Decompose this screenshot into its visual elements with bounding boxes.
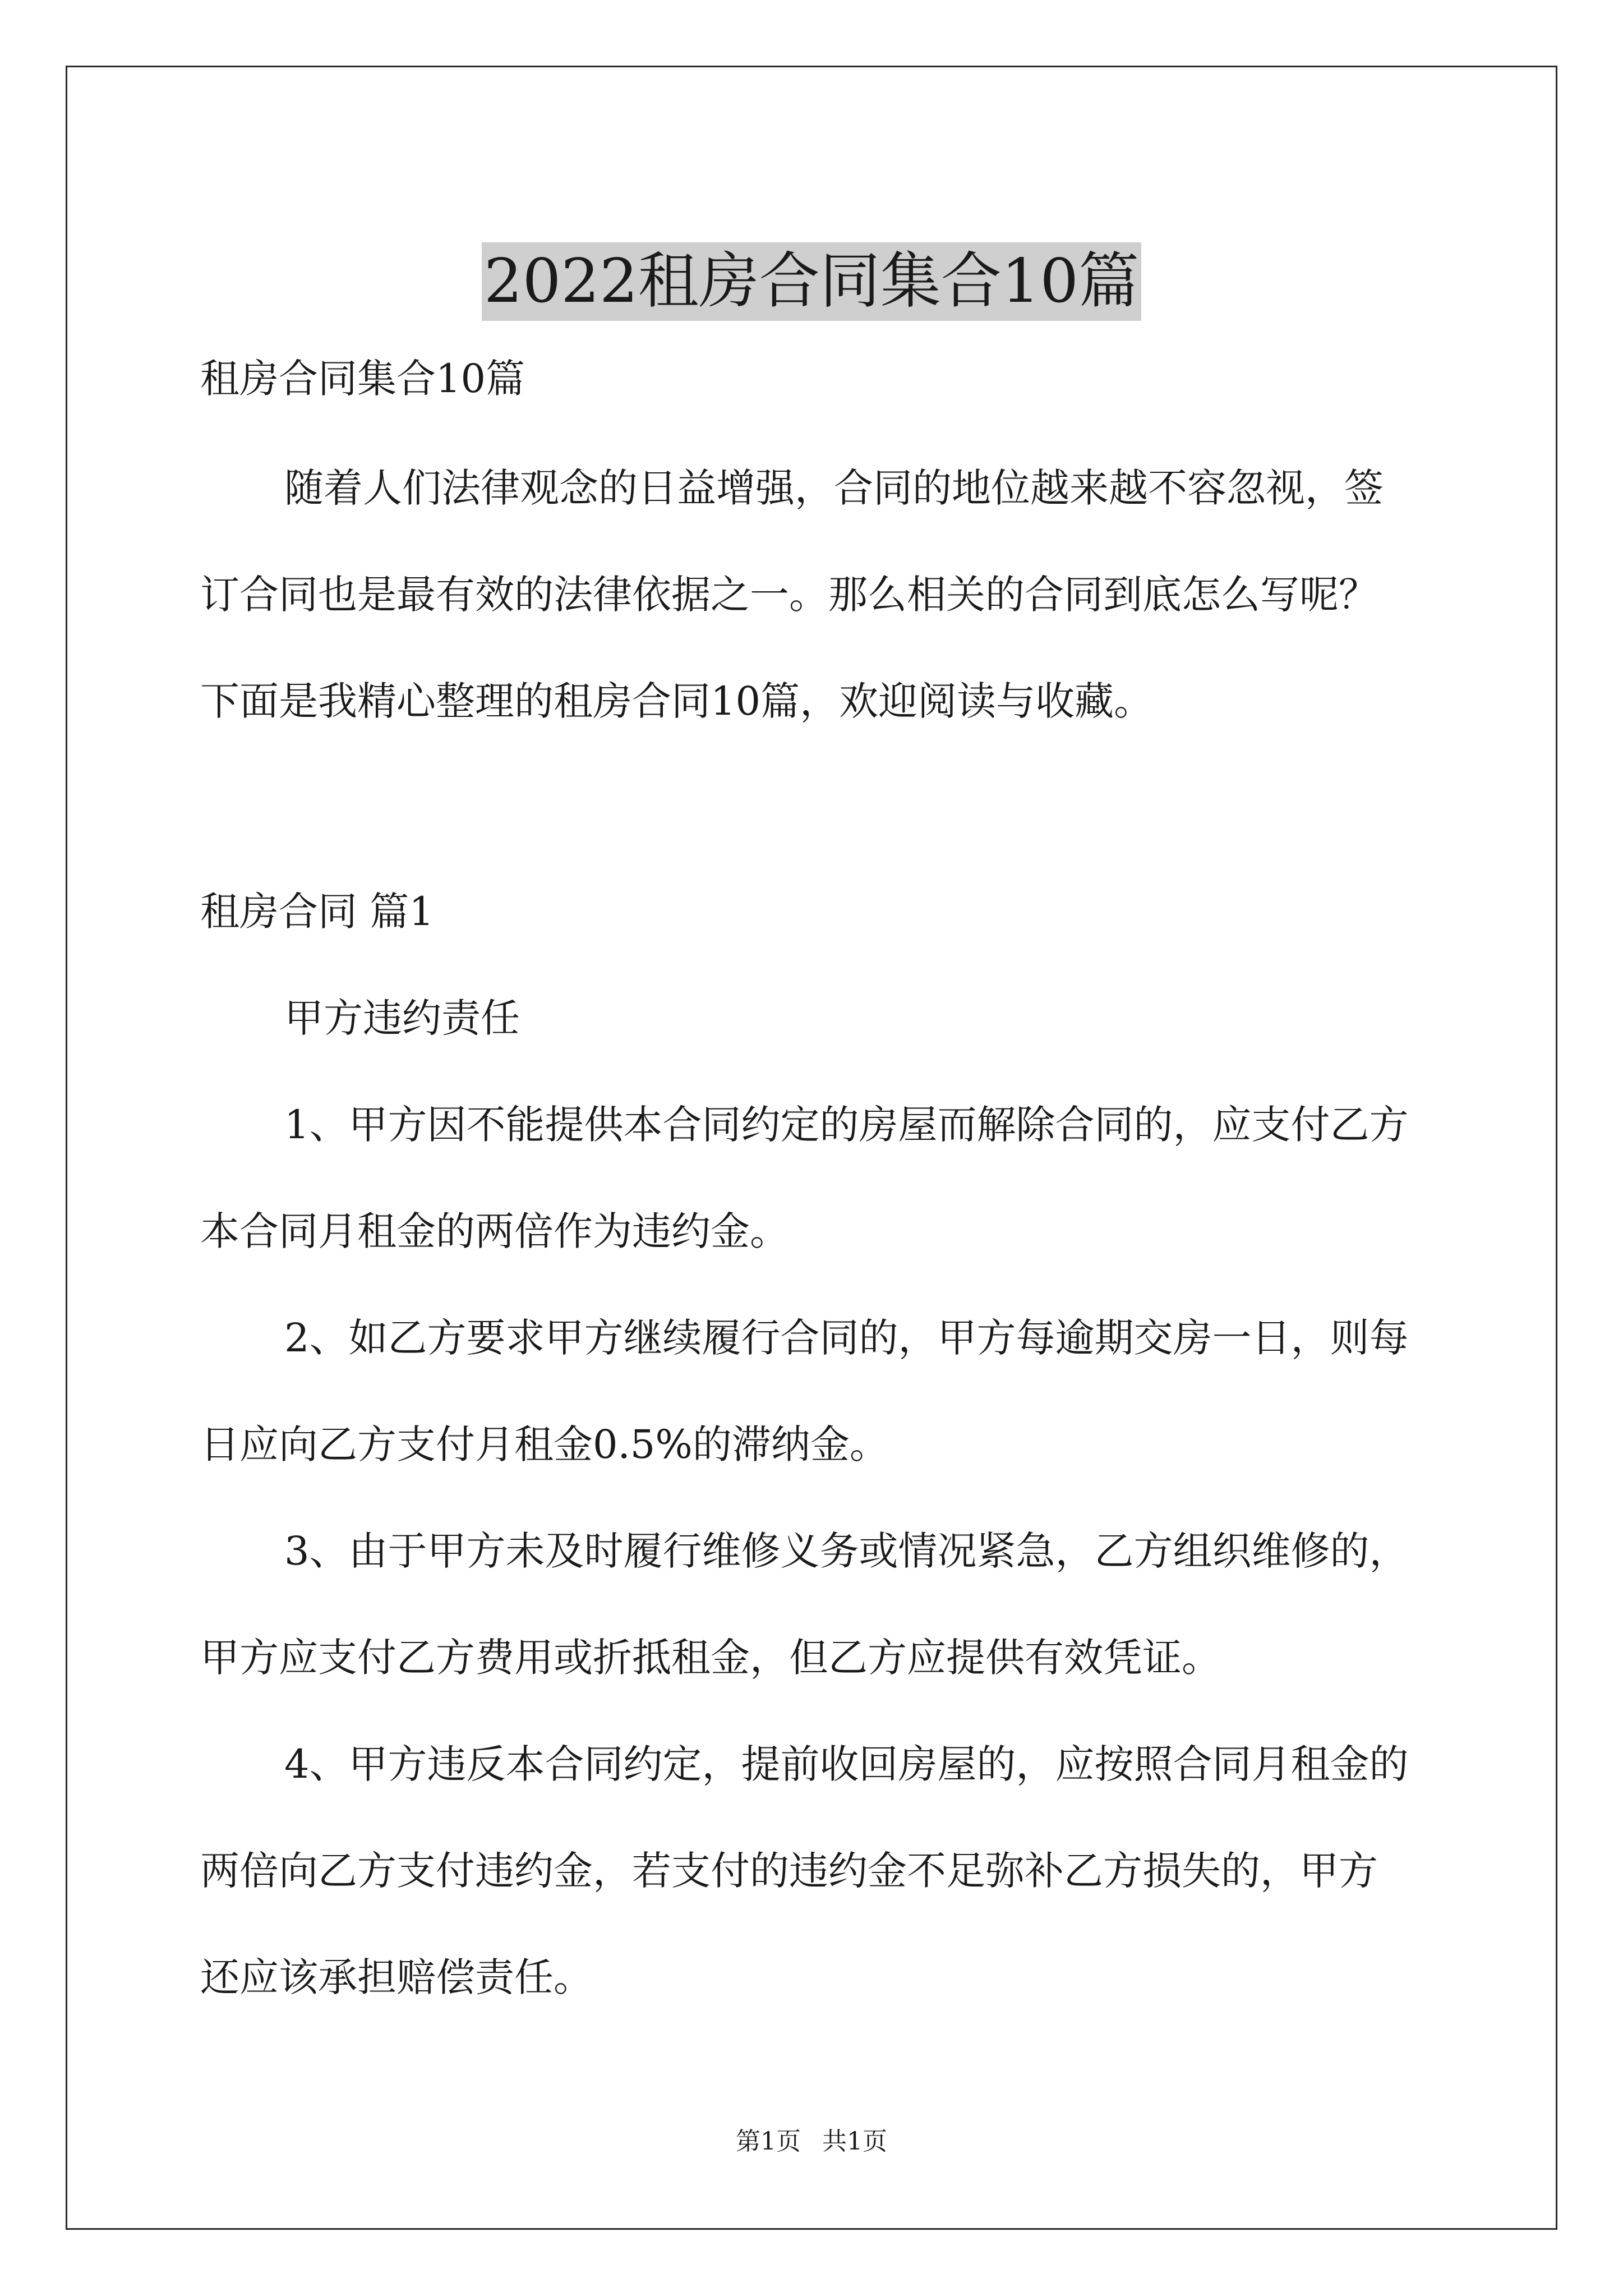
page-number: 第1页	[736, 2127, 801, 2156]
clause-line-1: 1、甲方因不能提供本合同约定的房屋而解除合同的，应支付乙方	[284, 1102, 1409, 1148]
intro-line-3: 下面是我精心整理的租房合同10篇，欢迎阅读与收藏。	[200, 678, 1154, 724]
intro-line-2: 订合同也是最有效的法律依据之一。那么相关的合同到底怎么写呢？	[200, 572, 1378, 618]
title-container	[0, 202, 1623, 362]
subtitle: 租房合同集合10篇	[200, 356, 525, 402]
clause-line-7: 4、甲方违反本合同约定，提前收回房屋的，应按照合同月租金的	[284, 1741, 1409, 1787]
clause-line-4: 日应向乙方支付月租金0.5%的滞纳金。	[200, 1421, 889, 1467]
section-heading: 租房合同 篇1	[200, 889, 434, 935]
clause-line-6: 甲方应支付乙方费用或折抵租金，但乙方应提供有效凭证。	[200, 1635, 1221, 1681]
page-footer	[0, 2125, 1623, 2159]
clause-line-5: 3、由于甲方未及时履行维修义务或情况紧急，乙方组织维修的，	[284, 1528, 1409, 1574]
clause-heading: 甲方违约责任	[284, 995, 520, 1041]
document-title: 2022租房合同集合10篇	[482, 242, 1141, 321]
clause-line-8: 两倍向乙方支付违约金，若支付的违约金不足弥补乙方损失的，甲方	[200, 1848, 1378, 1894]
clause-line-9: 还应该承担赔偿责任。	[200, 1954, 593, 2000]
intro-line-1: 随着人们法律观念的日益增强，合同的地位越来越不容忽视，签	[284, 465, 1384, 511]
clause-line-2: 本合同月租金的两倍作为违约金。	[200, 1208, 789, 1254]
page-total: 共1页	[822, 2127, 887, 2156]
clause-line-3: 2、如乙方要求甲方继续履行合同的，甲方每逾期交房一日，则每	[284, 1315, 1409, 1361]
